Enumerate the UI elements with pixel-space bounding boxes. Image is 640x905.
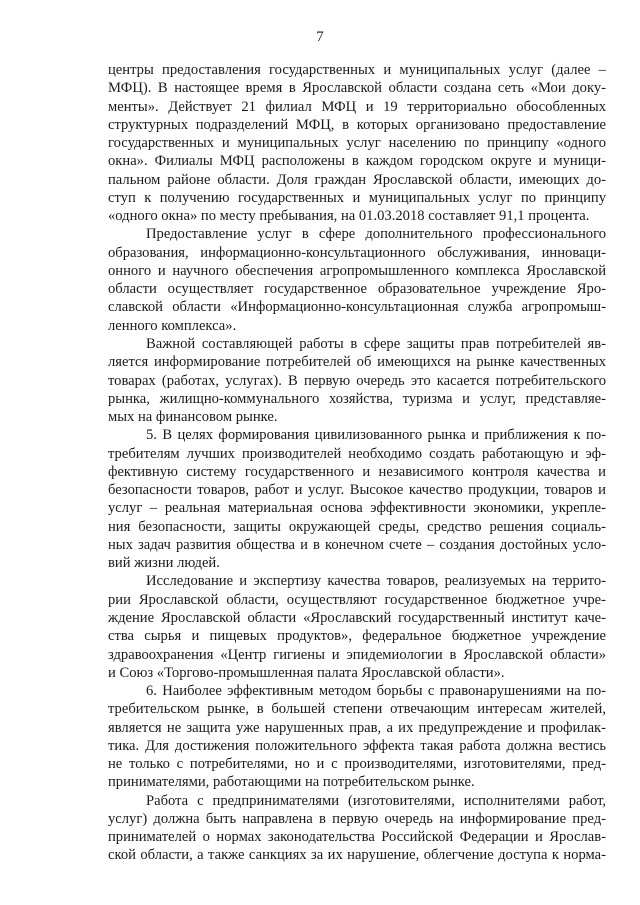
text-line: мых на финансовом рынке. bbox=[108, 409, 278, 426]
text-line: ния безопасности, защиты окружающей среды, средство решения социаль- bbox=[108, 518, 606, 535]
text-line: товарах (работах, услугах). В первую очередь это касается потребительского bbox=[108, 372, 606, 389]
text-line: пальном районе области. Доля граждан Ярославской области, имеющих до- bbox=[108, 171, 606, 188]
text-line: Работа с предпринимателями (изготовителями, исполнителями работ, bbox=[146, 792, 606, 809]
text-line: «одного окна» по месту пребывания, на 01.03.2018 составляет 91,1 процента. bbox=[108, 208, 590, 225]
text-line: ской области, а также санкциях за их нарушение, облегчение доступа к норма- bbox=[108, 847, 606, 864]
text-line: рынка, жилищно-коммунального хозяйства, туризма и услуг, представляе- bbox=[108, 390, 606, 407]
text-line: ждение Ярославской области «Ярославский государственный институт каче- bbox=[108, 609, 606, 626]
text-line: онного и научного обеспечения агропромышленного комплекса Ярославской bbox=[108, 262, 606, 279]
text-line: 5. В целях формирования цивилизованного рынка и приближения к по- bbox=[146, 427, 606, 444]
text-line: МФЦ). В настоящее время в Ярославской области создана сеть «Мои доку- bbox=[108, 80, 606, 97]
text-line: принимателей о нормах законодательства Российской Федерации и Ярослав- bbox=[108, 829, 606, 846]
text-line: тика. Для достижения положительного эффекта такая работа должна вестись bbox=[108, 737, 606, 754]
text-line: здравоохранения «Центр гигиены и эпидемиологии в Ярославской области» bbox=[108, 646, 606, 663]
document-body-text bbox=[108, 61, 606, 865]
text-line: безопасности товаров, работ и услуг. Высокое качество продукции, товаров и bbox=[108, 482, 606, 499]
text-line: ства сырья и пищевых продуктов», федеральное бюджетное учреждение bbox=[108, 628, 606, 645]
text-line: требителям лучших производителей необходимо создать работающую и эф- bbox=[108, 445, 606, 462]
text-line: является не защита уже нарушенных прав, а их предупреждение и профилак- bbox=[108, 719, 606, 736]
text-line: принимателями, работающими на потребительском рынке. bbox=[108, 774, 475, 791]
page-number: 7 bbox=[316, 29, 324, 45]
text-line: требительском рынке, в большей степени отвечающим интересам жителей, bbox=[108, 701, 606, 718]
text-line: 6. Наиболее эффективным методом борьбы с правонарушениями на по- bbox=[146, 683, 606, 700]
text-line: государственных и муниципальных услуг населению по принципу «одного bbox=[108, 135, 606, 152]
text-line: славской области «Информационно-консультационная служба агропромыш- bbox=[108, 299, 606, 316]
text-line: фективную систему государственного и независимого контроля качества и bbox=[108, 463, 606, 480]
text-line: ных задач развития общества и в конечном счете – создания достойных усло- bbox=[108, 536, 606, 553]
text-line: Важной составляющей работы в сфере защиты прав потребителей яв- bbox=[146, 335, 606, 352]
text-line: ленного комплекса». bbox=[108, 317, 237, 334]
text-line: области осуществляет государственное образовательное учреждение Яро- bbox=[108, 281, 606, 298]
text-line: рии Ярославской области, осуществляют государственное бюджетное учре- bbox=[108, 591, 606, 608]
text-line: образования, информационно-консультационного обслуживания, инноваци- bbox=[108, 244, 606, 261]
text-line: структурных подразделений МФЦ, в которых организовано предоставление bbox=[108, 116, 606, 133]
text-line: окна». Филиалы МФЦ расположены в каждом городском округе и муници- bbox=[108, 153, 606, 170]
text-line: вий жизни людей. bbox=[108, 555, 220, 572]
text-line: и Союз «Торгово-промышленная палата Ярославской области». bbox=[108, 664, 505, 681]
text-line: Предоставление услуг в сфере дополнительного профессионального bbox=[146, 226, 606, 243]
text-line: услуг – реальная материальная основа эффективности экономики, укрепле- bbox=[108, 500, 606, 517]
text-line: центры предоставления государственных и муниципальных услуг (далее – bbox=[108, 62, 606, 78]
text-line: менты». Действует 21 филиал МФЦ и 19 территориально обособленных bbox=[108, 98, 606, 115]
text-line: Исследование и экспертизу качества товаров, реализуемых на террито- bbox=[146, 573, 606, 590]
text-line: ступ к получению государственных и муниципальных услуг по принципу bbox=[108, 189, 606, 206]
text-line: услуг) должна быть направлена в первую очередь на информирование пред- bbox=[108, 810, 606, 827]
text-line: ляется информирование потребителей об имеющихся на рынке качественных bbox=[108, 354, 606, 371]
text-line: не только с потребителями, но и с производителями, изготовителями, пред- bbox=[108, 756, 606, 773]
